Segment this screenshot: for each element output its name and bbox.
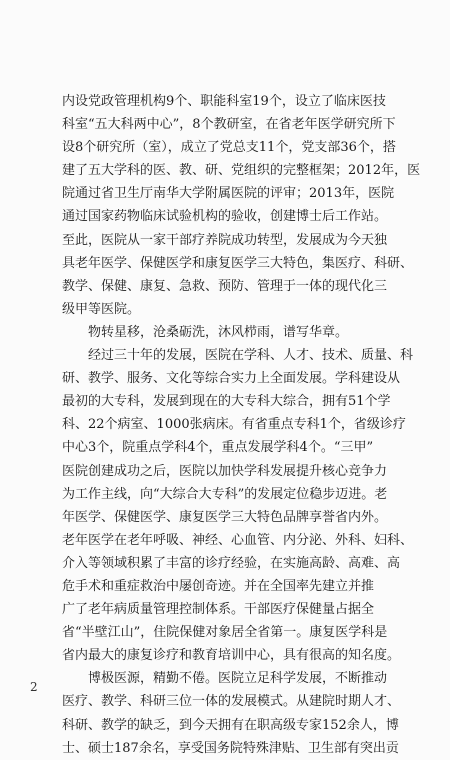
text-line: 危手术和重症救治中屡创奇迹。并在全国率先建立并推 (62, 578, 375, 594)
text-line: 科研、教学的缺乏，到今天拥有在职高级专家152余人，博 (62, 717, 399, 733)
text-line: 具老年医学、保健医学和康复医学三大特色，集医疗、科研、 (62, 255, 414, 271)
text-line: 中心3个，院重点学科4个，重点发展学科4个。“三甲” (62, 440, 374, 456)
text-line: 年医学、保健医学、康复医学三大特色品牌享誉省内外。 (62, 509, 388, 525)
text-line: 最初的大专科，发展到现在的大专科大综合，拥有51个学 (62, 394, 391, 410)
text-line: 士、硕士187余名，享受国务院特殊津贴、卫生部有突出贡 (62, 740, 399, 756)
text-line: 院通过省卫生厅南华大学附属医院的评审；2013年，医院 (62, 186, 395, 202)
page-number: 2 (30, 680, 38, 694)
text-line: 建了五大学科的医、教、研、党组织的完整框架；2012年，医 (62, 163, 421, 179)
text-line: 科室“五大科两中心”，8个教研室，在省老年医学研究所下 (62, 117, 396, 133)
text-line: 研、教学、服务、文化等综合实力上全面发展。学科建设从 (62, 371, 401, 387)
paragraph (62, 344, 414, 667)
text-line: 内设党政管理机构9个、职能科室19个，设立了临床医技 (62, 94, 386, 109)
text-line: 教学、保健、康复、急救、预防、管理于一体的现代化三 (62, 278, 388, 294)
text-line: 博极医源，精勤不倦。医院立足科学发展，不断推动 (88, 671, 388, 687)
text-line: 科、22个病室、1000张病床。有省重点专科1个，省级诊疗 (62, 417, 406, 433)
text-line: 经过三十年的发展，医院在学科、人才、技术、质量、科 (88, 348, 414, 364)
text-line: 至此，医院从一家干部疗养院成功转型，发展成为今天独 (62, 232, 388, 248)
paragraph (62, 667, 402, 759)
text-line: 医疗、教学、科研三位一体的发展模式。从建院时期人才、 (62, 694, 401, 710)
text-line: 老年医学在老年呼吸、神经、心血管、内分泌、外科、妇科、 (62, 532, 414, 548)
text-line: 广了老年病质量管理控制体系。干部医疗保健量占据全 (62, 602, 375, 618)
body-text (62, 90, 421, 760)
text-line: 级甲等医院。 (62, 301, 141, 317)
text-line: 省“半壁江山”，住院保健对象居全省第一。康复医学科是 (62, 625, 388, 641)
text-line: 医院创建成功之后，医院以加快学科发展提升核心竞争力 (62, 463, 388, 479)
text-line: 为工作主线，向“大综合大专科”的发展定位稳步迈进。老 (62, 486, 388, 502)
text-line: 介入等领域积累了丰富的诊疗经验，在实施高龄、高难、高 (62, 555, 401, 571)
text-line: 省内最大的康复诊疗和教育培训中心，具有很高的知名度。 (62, 648, 401, 664)
paragraph (62, 321, 402, 344)
text-line: 通过国家药物临床试验机构的验收，创建博士后工作站。 (62, 209, 388, 225)
paragraph (62, 90, 421, 321)
text-line: 设8个研究所（室），成立了党总支11个，党支部36个，搭 (62, 140, 396, 156)
text-line: 物转星移，沧桑砺洗，沐风栉雨，谱写华章。 (88, 324, 349, 340)
